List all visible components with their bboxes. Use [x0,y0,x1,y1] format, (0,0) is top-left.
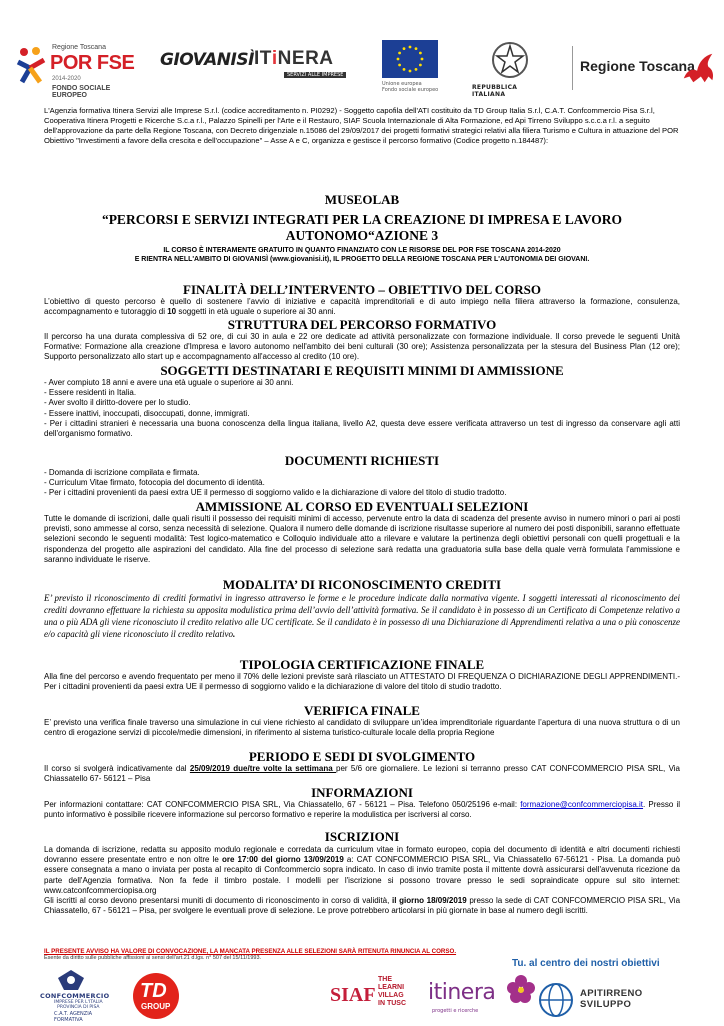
itinera-logo [254,48,362,82]
logo-divider [572,46,573,90]
repubblica-logo [468,38,550,96]
list-item: - Domanda di iscrizione compilata e firmata. [44,468,200,477]
text-crediti: E’ previsto il riconoscimento di crediti formativi in ingresso attraverso le forme e le procedure indicate dalla normativa vigente. I soggetti interessati al riconoscimento dei crediti dovranno effettuare la richiesta su apposita modulistica prima dell’avvio dell’attività formativa. Se il candidato è in possesso di un Certificato di Competenze relativo a una o più ADA gli viene riconosciuto il credito relativo alle UC certificate. Se il candidato è in possesso di una Dichiarazione di Apprendimenti relativa a una o più conoscenze e/o capacità gli viene riconosciuto il credito relativo. [44,593,680,639]
heading-crediti: MODALITA’ DI RICONOSCIMENTO CREDITI [222,577,502,592]
text-certificazione: Alla fine del percorso e avendo frequentato per meno il 70% delle lezioni previste sarà rilasciato un ATTESTATO DI FREQUENZA O DICHIARAZIONE DEGLI APPRENDIMENTI.- Per i cittadini provenienti da paesi extra UE il permesso di soggiorno valido e la dichiarazione di valore del titolo di studio tradotto. [44,672,680,692]
heading-documenti: DOCUMENTI RICHIESTI [284,453,440,468]
text-verifica: E’ previsto una verifica finale traverso una simulazione in cui viene richiesto al candidato di sviluppare un’idea imprenditoriale riguardante l’apertura di una nuova struttura o di un centro di erogazione servizi di piccole/medie dimensioni, in riferimento al sistema turistico-culturale locale della propria Regione [44,718,680,738]
confcommercio-name: CONFCOMMERCIO [40,992,110,1000]
por-fse-sub: FONDO SOCIALE EUROPEO [52,85,111,99]
text-periodo: Il corso si svolgerà indicativamente dal 25/09/2019 due/tre volte la settimana per 5/6 ore giornaliere. Le lezioni si terranno presso CAT CONFCOMMERCIO PISA SRL, Via Chiassatello 67- 56121 – Pisa [44,764,680,784]
list-documenti [44,468,680,499]
regione-toscana-label: Regione Toscana [580,58,695,74]
confcommercio-logo [40,970,120,1023]
text-finalita: L’obiettivo di questo percorso è quello di sostenere l’avvio di iniziative e capacità imprenditoriali e di auto impiego nella filiera attraverso la formazione, consulenza, accompagnamento e tutoraggio di 10 soggetti in età uguale o superiore ai 30 anni. [44,297,680,317]
list-item: - Aver compiuto 18 anni e avere una età uguale o superiore ai 30 anni. [44,378,294,387]
itinera-progetti-name: itinera [428,980,496,1005]
apitirreno-globe-icon [538,982,574,1018]
convocation-notice: IL PRESENTE AVVISO HA VALORE DI CONVOCAZIONE, LA MANCATA PRESENZA ALLE SELEZIONI SARÀ RITENUTA RINUNCIA AL CORSO. [44,948,457,955]
course-subtitle: “PERCORSI E SERVIZI INTEGRATI PER LA CREAZIONE DI IMPRESA E LAVORO AUTONOMO“AZIONE 3 [101,212,623,243]
td-group-text: GROUP [141,1002,171,1011]
giovanisi-logo [160,50,254,82]
list-item: - Curriculum Vitae firmato, fotocopia del documento di identità. [44,478,265,488]
heading-ammissione: AMMISSIONE AL CORSO ED EVENTUALI SELEZIONI [195,499,529,514]
learning-village-logo [378,976,418,1020]
italian-emblem-icon [490,40,530,80]
confcommercio-agency: C.A.T. AGENZIA FORMATIVA [54,1011,93,1023]
eu-caption: Unione europea Fondo sociale europeo [382,81,439,93]
siaf-logo [330,976,374,1020]
td-group-logo [132,970,180,1022]
list-item: - Essere residenti in Italia. [44,388,137,398]
itinera-name: ITiNERA [254,48,334,69]
confcommercio-sub: IMPRESE PER L'ITALIA PROVINCIA DI PISA [54,1000,103,1010]
pegasus-icon [680,46,718,88]
heading-finalita: FINALITÀ DELL’INTERVENTO – OBIETTIVO DEL CORSO [183,282,541,297]
por-fse-logo [16,40,144,98]
text-struttura: Il percorso ha una durata complessiva di 52 ore, di cui 30 in aula e 22 ore dedicate ad attività personalizzate con formazione individuale. Il corso prevede le seguenti Unità Formative: Formazione alla creazione d'Impresa e lavoro autonomo nell'ambito dei beni culturali (30 ore); Assistenza personalizzata per la stesura del Business Plan (12 ore); Supporto personalizzato allo start up e accompagnamento all'accesso al credito (10 ore). [44,332,680,362]
repubblica-caption: REPUBBLICA ITALIANA [472,84,518,98]
list-item: - Per i cittadini stranieri è necessaria una buona conoscenza della lingua italiana, livello A2, questa deve essere verificata attraverso un test di ingresso da conservare agli atti dell'organismo formativo. [44,418,680,439]
heading-informazioni: INFORMAZIONI [311,785,413,800]
tax-exemption-note: Esente da diritto sulle pubbliche affissioni ai sensi dell'art.21 d.lgs. n° 507 del 15/11/1993. [44,955,262,961]
flower-icon [506,974,536,1004]
heading-periodo: PERIODO E SEDI DI SVOLGIMENTO [248,749,476,764]
itinera-progetti-logo [428,980,518,1020]
header-logos [14,36,710,100]
list-item: - Aver svolto il diritto-dovere per lo studio. [44,398,191,408]
confcommercio-emblem-icon [58,970,84,990]
text-ammissione: Tutte le domande di iscrizioni, dalle quali risulti il possesso dei requisiti minimi di accesso, pervenute entro la data di scadenza del presente avviso in numero minori o pari ai posti previsti, sono ammesse al corso, senza necessità di selezione. Qualora il numero delle domande di iscrizione risultasse superiore al numero dei posti disponibili, saranno effettuate selezioni secondo le seguenti modalità: Test logico-matematico e Colloquio individuale atto a rilevare e valutare la pertinenza degli obiettivi personali con quelli progettuali e la rispondenza del progetto alle aspirazioni del candidato. Alla fine del processo di selezione sarà redatta una graduatoria sulla base della quale verrà formulata l'ammissione e saranno individuate le riserve. [44,514,680,564]
course-title: MUSEOLAB [324,192,400,207]
list-soggetti [44,378,680,439]
td-text: TD [140,980,167,1002]
apitirreno-name: APITIRRENO SVILUPPO [580,988,643,1010]
itinera-sub: SERVIZI ALLE IMPRESE [284,72,346,78]
heading-verifica: VERIFICA FINALE [304,703,420,718]
intro-paragraph: L'Agenzia formativa Itinera Servizi alle Imprese S.r.l. (codice accreditamento n. PI0292) - Soggetto capofila dell'ATI costituito da TD Group Italia S.r.l, C.A.T. Confcommercio Pisa S.r.l, Cooperativa Itinera Progetti e Ricerche S.c.a r.l., Palazzo Spinelli per l'Arte e il Restauro, SIAF Scuola Internazionale di Alta Formazione, ed Api Tirreno Sviluppo s.c.c.a r.l. a seguito dell'approvazione da parte della Regione Toscana, con Decreto dirigenziale n.15086 del 29/09/2017 dei progetti formativi strategici relativi alla filiera Turismo e Cultura in attuazione del POR Obiettivo "Investimenti a favore della crescita e dell'occupazione" – Asse A e C, organizza e gestisce il percorso formativo (Codice progetto n.184487): [44,106,679,145]
list-item: - Per i cittadini provenienti da paesi extra UE il permesso di soggiorno valido e la dichiarazione di valore del titolo di studio tradotto. [44,488,507,498]
free-course-notice: IL CORSO È INTERAMENTE GRATUITO IN QUANTO FINANZIATO CON LE RISORSE DEL POR FSE TOSCANA 2014-2020 E RIENTRA NELL'AMBITO DI GIOVANISÌ (www.giovanisi.it), IL PROGETTO DELLA REGIONE TOSCANA PER L'AUTONOMIA DEI GIOVANI. [134,247,590,263]
eu-logo [380,38,442,96]
email-link[interactable]: formazione@confcommerciopisa.it [520,800,644,809]
itinera-progetti-sub: progetti e ricerche [432,1008,479,1014]
text-iscrizioni: La domanda di iscrizione, redatta su apposito modulo regionale e corredata da curriculum vitae in formato europeo, copia del documento di identità e altri documenti richiesti dovranno essere presentate entro e non oltre le ore 17:00 del giorno 13/09/2019 a: CAT CONFCOMMERCIO PISA SRL, Via Chiassatello 67-56121 - Pisa. La domanda può essere consegnata a mano o inviata per posta al recapito di Confcommercio sopra indicato. In caso di invio tramite posta il mittente dovrà assicurarsi dell'avvenuta ricezione da parte dell'Agenzia formativa. Non fa fede il timbro postale. I modelli per l'iscrizione si possono trovare presso le sedi sopraindicate oppure sul sito internet: www.catconfcommerciopisa.org Gli iscritti al corso devono presentarsi muniti di documento di riconoscimento in corso di validità, il giorno 18/09/2019 presso la sede di CAT CONFCOMMERCIO PISA SRL, Via Chiassatello, 67 - 56121 – Pisa, per svolgere le eventuali prove di selezione. Le prove potrebbero articolarsi in più giornate in base al numero degli iscritti. [44,845,681,916]
por-fse-mark-icon [16,46,46,84]
por-fse-years: 2014-2020 [52,76,81,82]
regione-toscana-logo [580,46,710,88]
list-item: - Essere inattivi, inoccupati, disoccupati, donne, immigrati. [44,408,250,418]
heading-iscrizioni: ISCRIZIONI [324,829,400,844]
siaf-text: SIAF [330,984,376,1006]
eu-flag-icon [382,40,438,78]
heading-struttura: STRUTTURA DEL PERCORSO FORMATIVO [227,317,497,332]
por-fse-region: Regione Toscana [52,44,106,51]
learning-village-text: THE LEARNI VILLAG IN TUSC [378,976,406,1007]
heading-certificazione: TIPOLOGIA CERTIFICAZIONE FINALE [239,657,485,672]
por-fse-name: POR FSE [50,52,135,74]
giovanisi-text: GIOVANISÌ [160,50,254,70]
text-informazioni: Per informazioni contattare: CAT CONFCOMMERCIO PISA SRL, Via Chiassatello, 67 - 56121 – Pisa. Telefono 050/25196 e-mail: formazione@confcommerciopisa.it. Presso il punto informativo è possibile ricevere informazione sul percorso formativo e reperire la modulistica per iscriversi al corso. [44,800,680,820]
tagline: Tu. al centro dei nostri obiettivi [512,958,660,969]
apitirreno-logo [538,980,698,1020]
heading-soggetti: SOGGETTI DESTINATARI E REQUISITI MINIMI DI AMMISSIONE [160,363,564,378]
